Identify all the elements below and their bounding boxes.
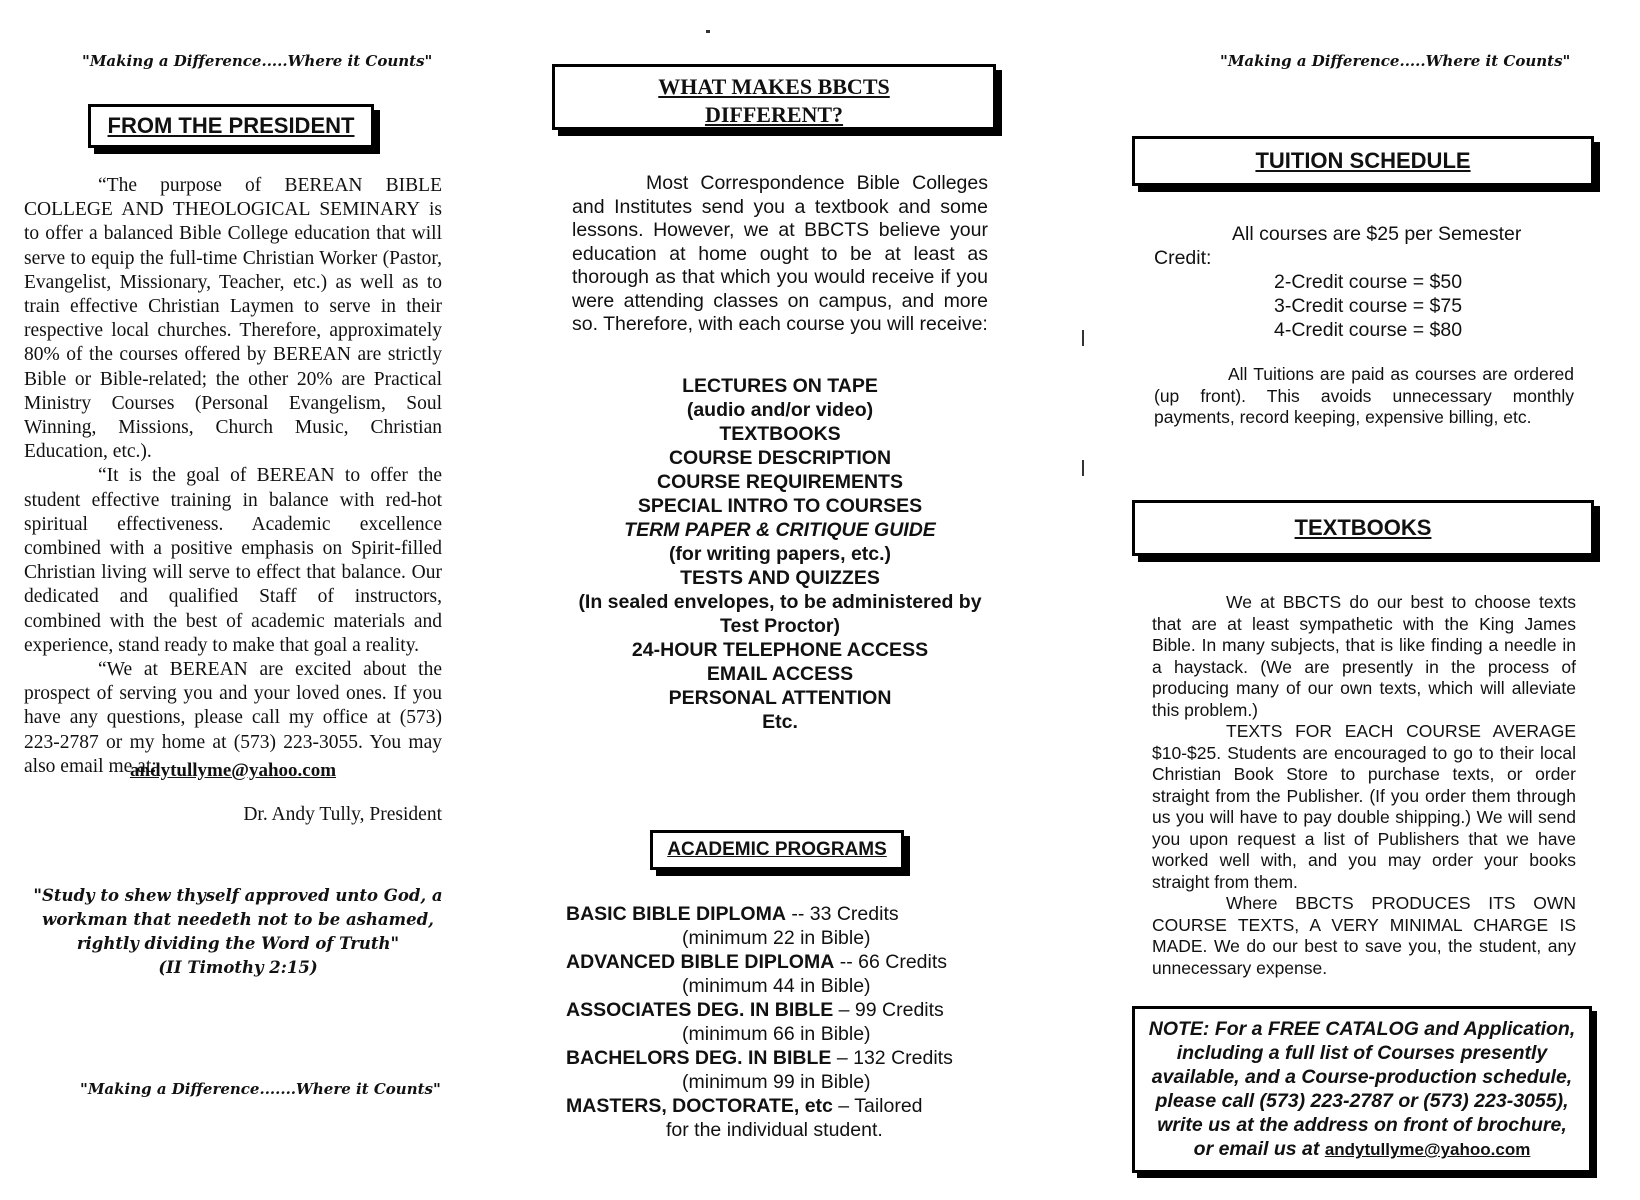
receive-item: TESTS AND QUIZZES bbox=[680, 567, 880, 589]
program-item bbox=[566, 902, 1006, 950]
catalog-email-link[interactable]: andytullyme@yahoo.com bbox=[1324, 1140, 1531, 1159]
right-panel bbox=[1120, 0, 1640, 1200]
programs-list bbox=[566, 902, 1006, 1142]
tuition-item: 2-Credit course = $50 bbox=[1274, 271, 1463, 293]
president-heading: FROM THE PRESIDENT bbox=[88, 104, 374, 148]
tagline-bottom-left: "Making a Difference.......Where it Counts" bbox=[80, 1080, 441, 1098]
catalog-note bbox=[1132, 1006, 1592, 1173]
program-name: BASIC BIBLE DIPLOMA bbox=[566, 903, 786, 925]
program-item bbox=[566, 998, 1006, 1046]
program-minimum: (minimum 22 in Bible) bbox=[682, 927, 871, 949]
president-letter bbox=[24, 174, 442, 779]
tuition-schedule bbox=[1154, 222, 1574, 342]
program-minimum: (minimum 66 in Bible) bbox=[682, 1023, 871, 1045]
receive-item: Etc. bbox=[762, 711, 798, 733]
program-item bbox=[566, 1046, 1006, 1094]
president-email-link[interactable]: andytullyme@yahoo.com bbox=[129, 760, 337, 781]
president-paragraph: “We at BEREAN are excited about the prospect of serving you and your loved ones. If you have any questions, please call my office at (573) 223-2787 or my home at (573) 223-3055. You may also email me at: bbox=[24, 659, 442, 777]
scripture-verse bbox=[28, 884, 448, 980]
receive-item: Test Proctor) bbox=[720, 615, 840, 637]
textbooks-heading: TEXTBOOKS bbox=[1132, 500, 1594, 556]
receive-item: TERM PAPER & CRITIQUE GUIDE bbox=[624, 519, 936, 541]
intro-paragraph: Most Correspondence Bible Colleges and Institutes send you a textbook and some lessons. However, we at BBCTS believe your education at home ought to be at least as thorough as that which you would receive if you were attending classes on campus, and more so. Therefore, with each course you will receive: bbox=[572, 172, 988, 335]
program-minimum: (minimum 99 in Bible) bbox=[682, 1071, 871, 1093]
program-credits: – 132 Credits bbox=[831, 1047, 953, 1069]
program-name: MASTERS, DOCTORATE, etc bbox=[566, 1095, 833, 1117]
program-item bbox=[566, 1094, 1006, 1142]
tuition-rate: All courses are $25 per Semester bbox=[1232, 223, 1522, 245]
president-paragraph: “It is the goal of BEREAN to offer the student effective training in balance with red-hot spiritual effectiveness. Academic excellence combined with a positive emphasis on Spirit-filled Christian living will serve to effect that balance. Our dedicated and qualified Staff of instructors, combined with the best of academic materials and experience, stand ready to make that goal a reality. bbox=[24, 465, 442, 656]
program-name: BACHELORS DEG. IN BIBLE bbox=[566, 1047, 832, 1069]
verse-text: "Study to shew thyself approved unto God, a workman that needeth not to be ashamed, rightly dividing the Word of Truth" bbox=[33, 886, 443, 953]
receive-item: COURSE DESCRIPTION bbox=[668, 447, 892, 469]
left-panel bbox=[0, 0, 540, 1200]
receive-item: LECTURES ON TAPE bbox=[682, 375, 878, 397]
program-item bbox=[566, 950, 1006, 998]
textbooks-paragraph: Where BBCTS PRODUCES ITS OWN COURSE TEXTS, A VERY MINIMAL CHARGE IS MADE. We do our best to save you, the student, any unnecessary expense. bbox=[1152, 893, 1576, 978]
program-minimum: for the individual student. bbox=[666, 1119, 883, 1141]
receive-item: SPECIAL INTRO TO COURSES bbox=[637, 495, 923, 517]
program-credits: -- 66 Credits bbox=[834, 951, 948, 973]
program-credits: – 99 Credits bbox=[833, 999, 944, 1021]
textbooks-body bbox=[1152, 592, 1576, 979]
heading-line-2: DIFFERENT? bbox=[704, 102, 844, 127]
receive-list bbox=[560, 374, 1000, 734]
receive-item: PERSONAL ATTENTION bbox=[668, 687, 892, 709]
program-credits: -- 33 Credits bbox=[785, 903, 899, 925]
receive-item: 24-HOUR TELEPHONE ACCESS bbox=[631, 639, 929, 661]
tuition-note bbox=[1154, 364, 1574, 429]
tuition-note-text: All Tuitions are paid as courses are ordered (up front). This avoids unnecessary monthly payments, record keeping, expensive billing, etc. bbox=[1154, 364, 1574, 427]
academic-programs-heading: ACADEMIC PROGRAMS bbox=[650, 830, 904, 870]
fold-mark bbox=[1082, 330, 1084, 346]
receive-item: COURSE REQUIREMENTS bbox=[657, 471, 903, 493]
receive-item: (audio and/or video) bbox=[686, 399, 874, 421]
tuition-heading: TUITION SCHEDULE bbox=[1132, 136, 1594, 186]
heading-line-1: WHAT MAKES BBCTS bbox=[658, 74, 890, 99]
program-minimum: (minimum 44 in Bible) bbox=[682, 975, 871, 997]
what-makes-intro bbox=[572, 172, 988, 337]
president-signature: Dr. Andy Tully, President bbox=[243, 804, 442, 825]
textbooks-paragraph: We at BBCTS do our best to choose texts that are at least sympathetic with the King James Bible. In many subjects, that is like finding a needle in a haystack. (We are presently in the process of producing many of our own texts, which will alleviate this problem.) bbox=[1152, 592, 1576, 720]
receive-item: TEXTBOOKS bbox=[719, 423, 841, 445]
program-name: ADVANCED BIBLE DIPLOMA bbox=[566, 951, 835, 973]
receive-item: (for writing papers, etc.) bbox=[668, 543, 892, 565]
receive-item: EMAIL ACCESS bbox=[706, 663, 854, 685]
tuition-credit-label: Credit: bbox=[1154, 247, 1212, 269]
program-credits: – Tailored bbox=[832, 1095, 923, 1117]
tuition-item: 3-Credit course = $75 bbox=[1274, 295, 1463, 317]
tagline-top-left: "Making a Difference.....Where it Counts" bbox=[82, 52, 433, 70]
receive-item: (In sealed envelopes, to be administered by bbox=[578, 591, 982, 613]
fold-mark bbox=[1082, 460, 1084, 476]
middle-panel bbox=[560, 0, 1080, 1200]
scan-speck bbox=[706, 30, 710, 33]
what-makes-heading bbox=[552, 64, 996, 130]
textbooks-paragraph: TEXTS FOR EACH COURSE AVERAGE $10-$25. Students are encouraged to go to their local Christian Book Store to purchase texts, or order straight from the Publisher. (If you order them through us you will have to pay double shipping.) We will send you upon request a list of Publishers that we have worked well with, and you may order your books straight from them. bbox=[1152, 721, 1576, 892]
program-name: ASSOCIATES DEG. IN BIBLE bbox=[566, 999, 834, 1021]
tuition-item: 4-Credit course = $80 bbox=[1274, 319, 1463, 341]
verse-reference: (II Timothy 2:15) bbox=[158, 958, 318, 977]
catalog-note-text: NOTE: For a FREE CATALOG and Application, including a full list of Courses presently available, and a Course-production schedule, please call (573) 223-2787 or (573) 223-3055), write us at the address on front of brochure, or email us at bbox=[1148, 1018, 1576, 1160]
tagline-top-right: "Making a Difference.....Where it Counts" bbox=[1220, 52, 1571, 70]
president-paragraph: “The purpose of BEREAN BIBLE COLLEGE AND THEOLOGICAL SEMINARY is to offer a balanced Bible College education that will serve to equip the full-time Christian Worker (Pastor, Evangelist, Missionary, Teacher, etc.) as well as to train effective Christian Laymen to serve in their respective local churches. Therefore, approximately 80% of the courses offered by BEREAN are strictly Bible or Bible-related; the other 20% are Practical Ministry Courses (Personal Evangelism, Soul Winning, Missions, Church Music, Christian Education, etc.). bbox=[24, 175, 442, 463]
